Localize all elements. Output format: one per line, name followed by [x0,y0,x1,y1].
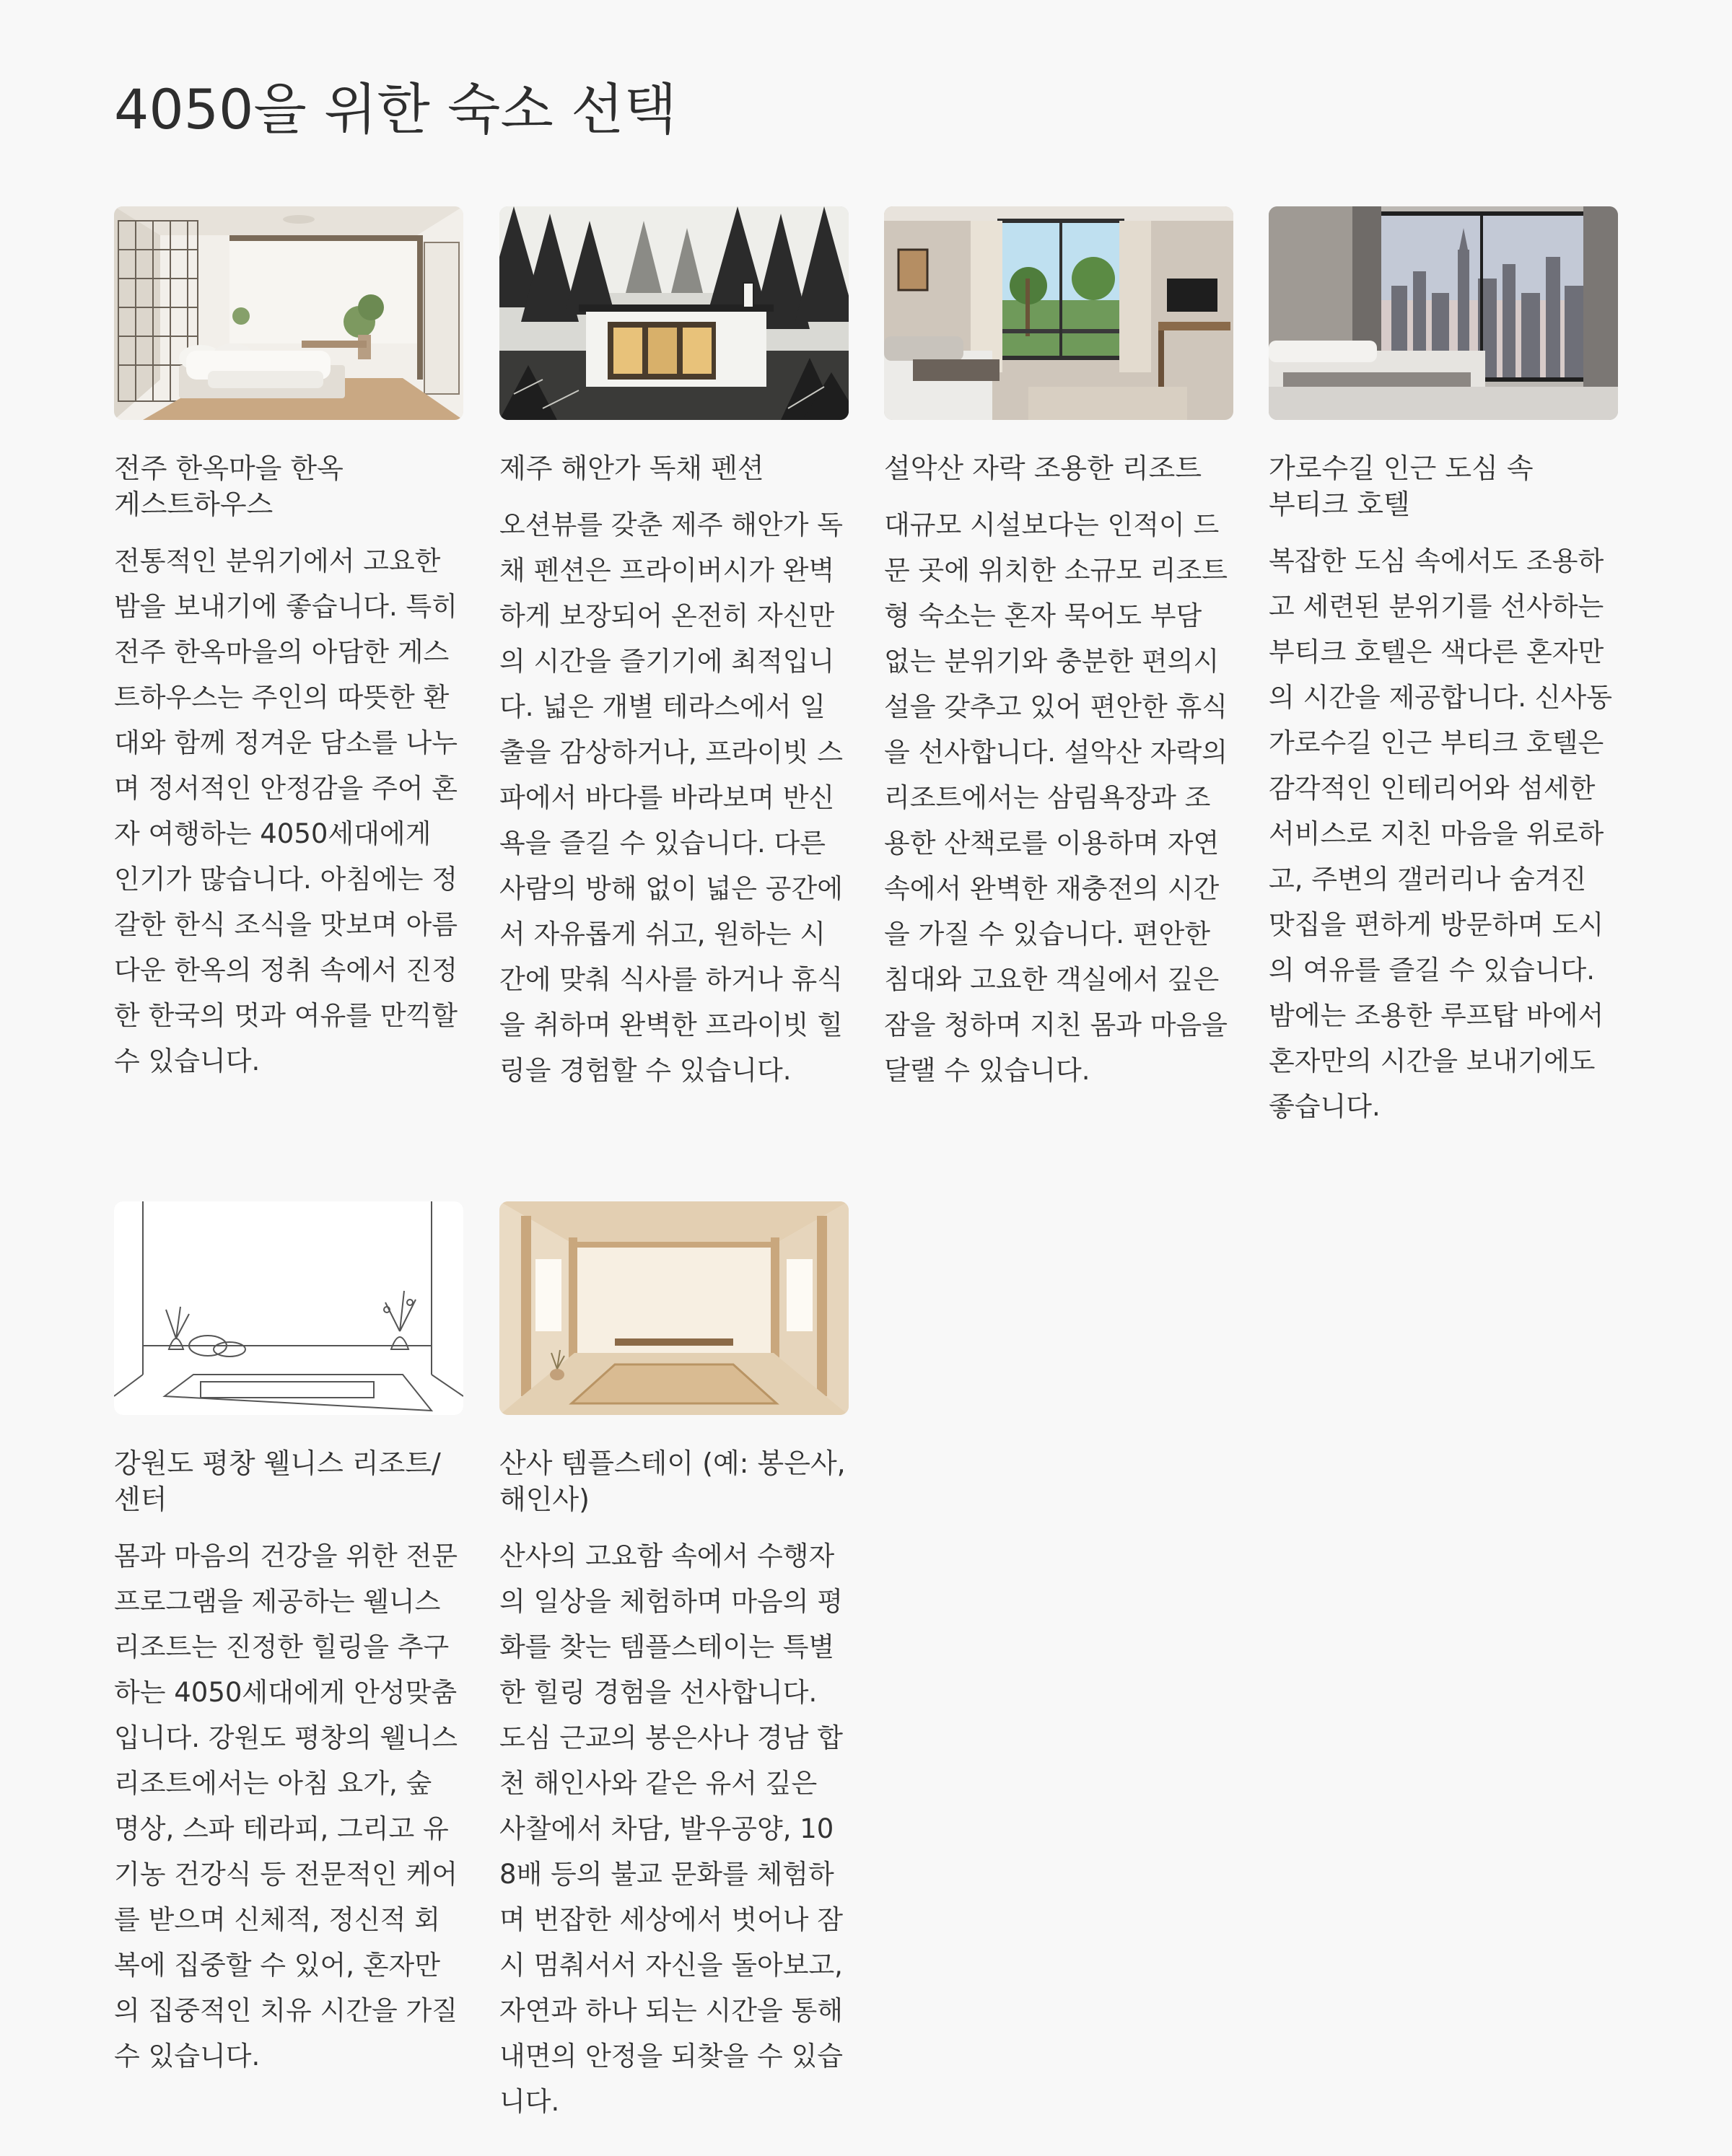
card-description: 대규모 시설보다는 인적이 드문 곳에 위치한 소규모 리조트형 숙소는 혼자 묵어도 부담 없는 분위기와 충분한 편의시설을 갖추고 있어 편안한 휴식을 선사합니다. 설악산 자락의 리조트에서는 삼림욕장과 조용한 산책로를 이용하며 자연 속에서 완벽한 재충전의 시간을 가질 수 있습니다. 편안한 침대와 고요한 객실에서 깊은 잠을 청하며 지친 몸과 마음을 달랠 수 있습니다. [884,509,1228,1086]
city-view-hotel-room-image [1269,206,1618,420]
card-title: 가로수길 인근 도심 속 부티크 호텔 [1269,452,1534,520]
forest-cabin-illustration [499,206,849,420]
hanok-bedroom-image [114,206,463,420]
accommodation-card-jeonju-hanok [114,206,463,1084]
accommodation-card-templestay [499,1201,849,2124]
card-description: 복잡한 도심 속에서도 조용하고 세련된 분위기를 선사하는 부티크 호텔은 색다른 혼자만의 시간을 제공합니다. 신사동 가로수길 인근 부티크 호텔은 감각적인 인테리어와 섬세한 서비스로 지친 마음을 위로하고, 주변의 갤러리나 숨겨진 맛집을 편하게 방문하며 도시의 여유를 즐길 수 있습니다. 밤에는 조용한 루프탑 바에서 혼자만의 시간을 보내기에도 좋습니다. [1269,545,1612,1122]
card-title: 강원도 평창 웰니스 리조트/센터 [114,1447,441,1515]
card-description: 전통적인 분위기에서 고요한 밤을 보내기에 좋습니다. 특히 전주 한옥마을의 아담한 게스트하우스는 주인의 따뜻한 환대와 함께 정겨운 담소를 나누며 정서적인 안정감을 주어 혼자 여행하는 4050세대에게 인기가 많습니다. 아침에는 정갈한 한식 조식을 맛보며 아름다운 한옥의 정취 속에서 진정한 한국의 멋과 여유를 만끽할 수 있습니다. [114,545,458,1077]
card-title: 제주 해안가 독채 펜션 [499,452,764,484]
card-title: 설악산 자락 조용한 리조트 [884,452,1202,484]
card-description: 산사의 고요함 속에서 수행자의 일상을 체험하며 마음의 평화를 찾는 템플스테이는 특별한 힐링 경험을 선사합니다. 도심 근교의 봉은사나 경남 합천 해인사와 같은 유서 깊은 사찰에서 차담, 발우공양, 108배 등의 불교 문화를 체험하며 번잡한 세상에서 벗어나 잠시 멈춰서서 자신을 돌아보고, 자연과 하나 되는 시간을 통해 내면의 안정을 되찾을 수 있습니다. [499,1541,843,2117]
resort-room-balcony-image [884,206,1233,420]
card-description: 몸과 마음의 건강을 위한 전문 프로그램을 제공하는 웰니스 리조트는 진정한 힐링을 추구하는 4050세대에게 안성맞춤입니다. 강원도 평창의 웰니스 리조트에서는 아침 요가, 숲 명상, 스파 테라피, 그리고 유기농 건강식 등 전문적인 케어를 받으며 신체적, 정신적 회복에 집중할 수 있어, 혼자만의 집중적인 치유 시간을 가질 수 있습니다. [114,1541,458,2072]
accommodation-card-wellness-resort [114,1201,463,2079]
temple-hall-interior-image [499,1201,849,1415]
wellness-room-sketch [114,1201,463,1415]
accommodation-card-jeju-pension [499,206,849,1093]
card-title: 전주 한옥마을 한옥 게스트하우스 [114,452,344,520]
card-description: 오션뷰를 갖춘 제주 해안가 독채 펜션은 프라이버시가 완벽하게 보장되어 온전히 자신만의 시간을 즐기기에 최적입니다. 넓은 개별 테라스에서 일출을 감상하거나, 프라이빗 스파에서 바다를 바라보며 반신욕을 즐길 수 있습니다. 다른 사람의 방해 없이 넓은 공간에서 자유롭게 쉬고, 원하는 시간에 맞춰 식사를 하거나 휴식을 취하며 완벽한 프라이빗 힐링을 경험할 수 있습니다. [499,509,843,1086]
page-title: 4050을 위한 숙소 선택 [114,77,677,141]
accommodation-card-seoraksan-resort [884,206,1233,1093]
accommodation-card-boutique-hotel [1269,206,1618,1129]
card-title: 산사 템플스테이 (예: 봉은사, 해인사) [499,1447,846,1515]
